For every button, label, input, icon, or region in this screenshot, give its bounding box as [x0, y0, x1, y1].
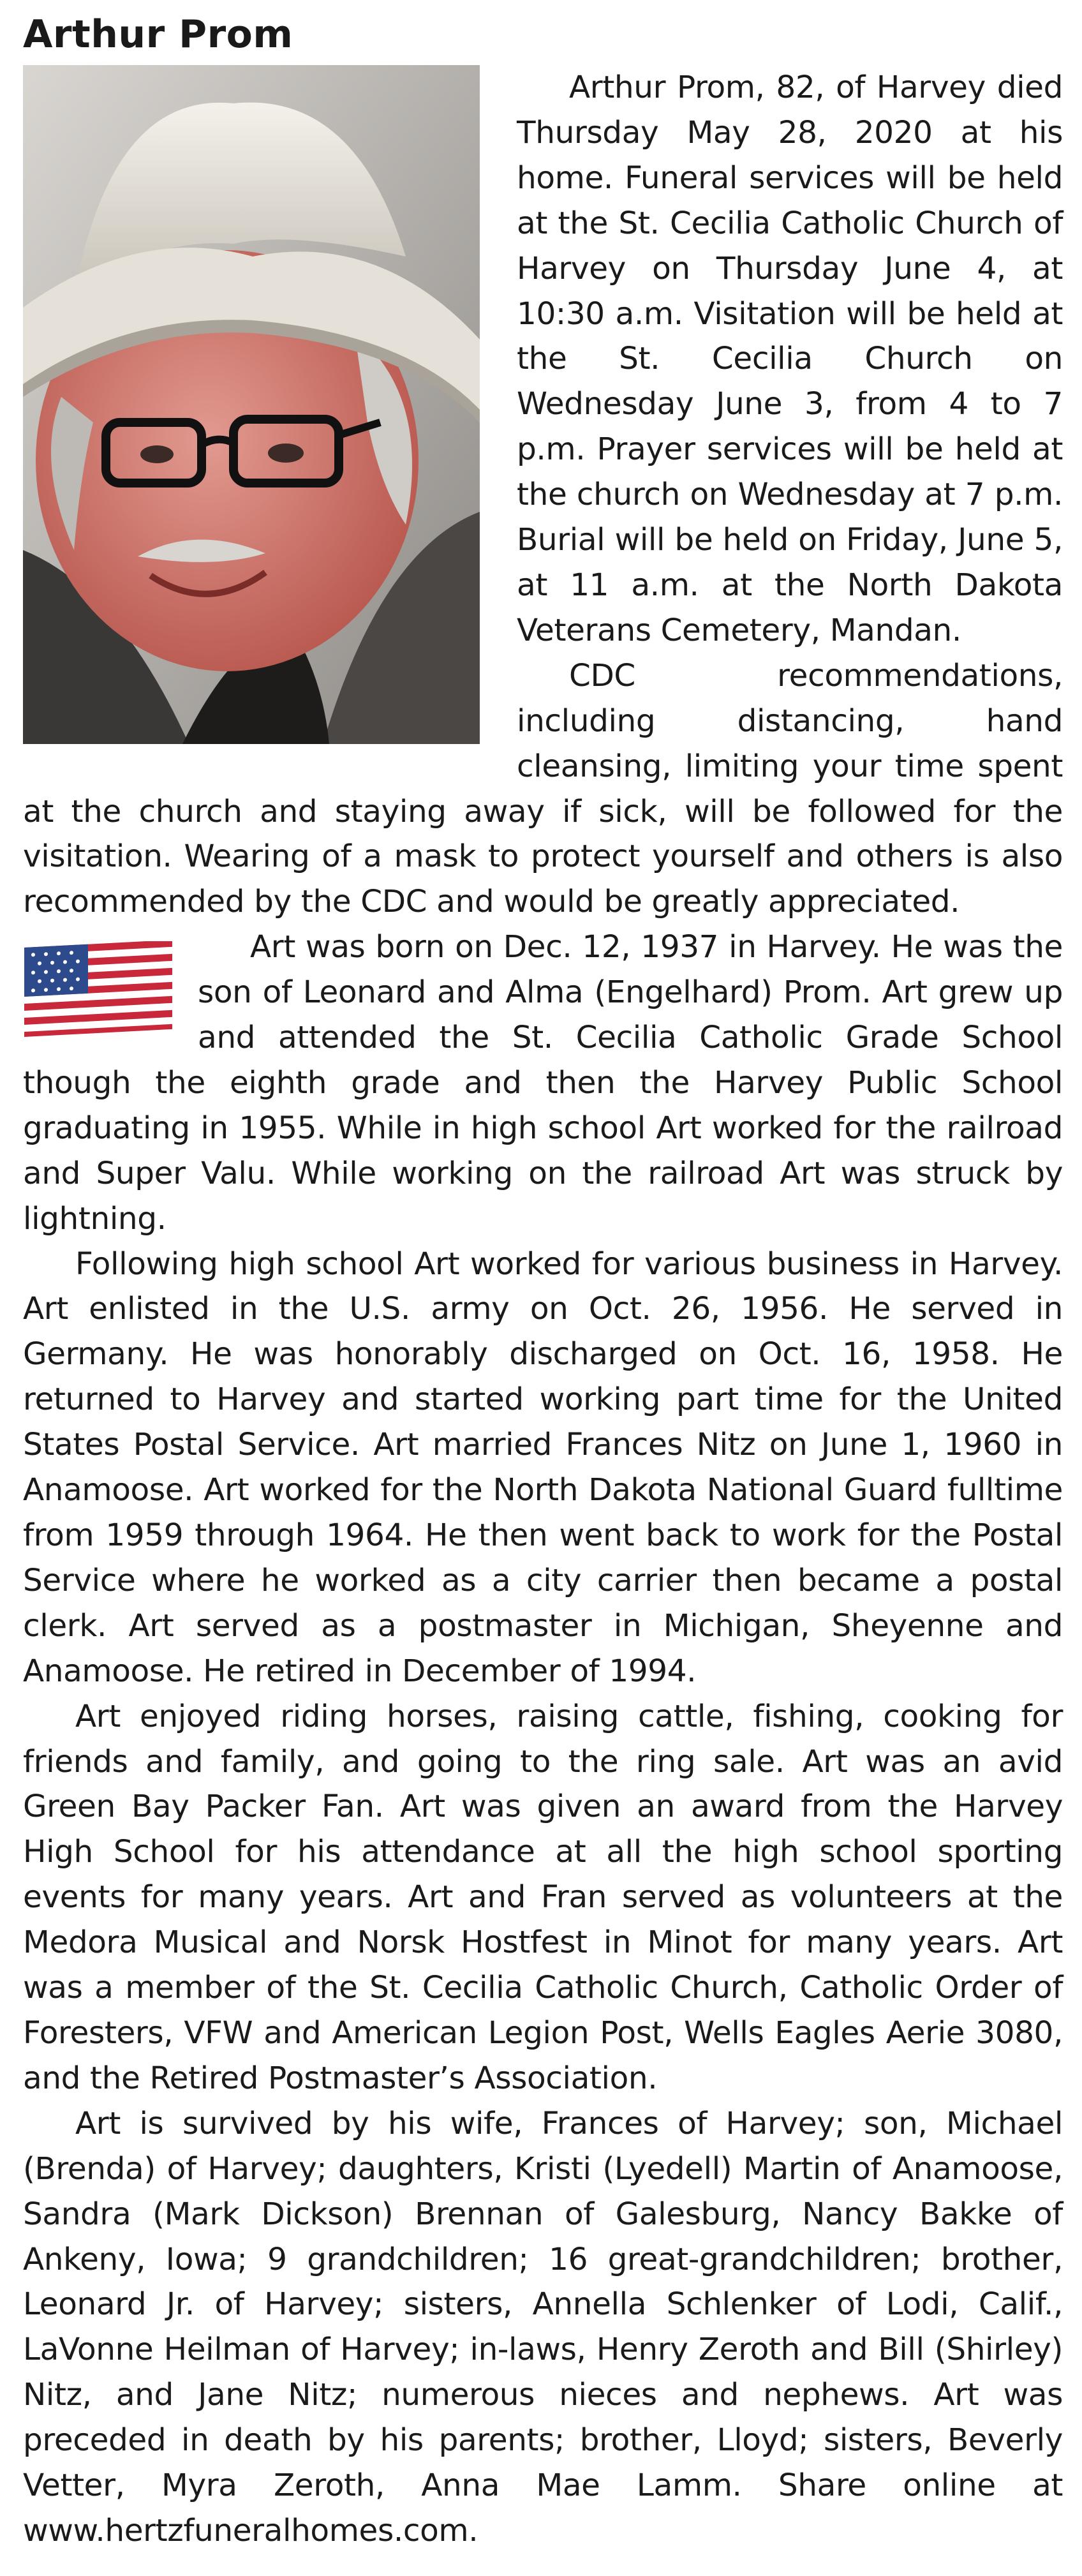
obituary-paragraph: Art is survived by his wife, Frances of Harvey; son, Michael (Brenda) of Harvey; daughters, Kristi (Lyedell) Martin of Anamoose, Sandra (Mark Dickson) Brennan of Galesburg, Nancy Bakke of Ankeny, Iowa; 9 grandchildren; 16 great-grandchildren; brother, Leonard Jr. of Harvey; sisters, Annella Schlenker of Lodi, Calif., LaVonne Heilman of Harvey; in-laws, Henry Zeroth and Bill (Shirley) Nitz, and Jane Nitz; numerous nieces and nephews. Art was preceded in death by his parents; brother, Lloyd; sisters, Beverly Vetter, Myra Zeroth, Anna Mae Lamm. Share online at www.hertzfuneralhomes.com.	[23, 2105, 1063, 2549]
obituary-article	[23, 65, 1063, 2554]
obituary-paragraph: Arthur Prom, 82, of Harvey died Thursday May 28, 2020 at his home. Funeral services will be held at the St. Cecilia Catholic Church of Harvey on Thursday June 4, at 10:30 a.m. Visitation will be held at the St. Cecilia Church on Wednesday June 3, from 4 to 7 p.m. Prayer services will be held at the church on Wednesday at 7 p.m. Burial will be held on Friday, June 5, at 11 a.m. at the North Dakota Veterans Cemetery, Mandan.	[517, 70, 1063, 648]
obituary-paragraph: Art was born on Dec. 12, 1937 in Harvey. He was the son of Leonard and Alma (Engelhard) Prom. Art grew up and attended the St. Cecilia Catholic Grade School though the eighth grade and then the Harvey Public School graduating in 1955. While in high school Art worked for the railroad and Super Valu. While working on the railroad Art was struck by lightning.	[23, 929, 1063, 1237]
obituary-page	[23, 9, 1063, 2554]
obituary-paragraph: Following high school Art worked for various business in Harvey. Art enlisted in the U.S. army on Oct. 26, 1956. He served in Germany. He was honorably discharged on Oct. 16, 1958. He returned to Harvey and started working part time for the United States Postal Service. Art married Frances Nitz on June 1, 1960 in Anamoose. Art worked for the North Dakota National Guard fulltime from 1959 through 1964. He then went back to work for the Postal Service where he worked as a city carrier then became a postal clerk. Art served as a postmaster in Michigan, Sheyenne and Anamoose. He retired in December of 1994.	[23, 1246, 1063, 1689]
obituary-title: Arthur Prom	[23, 12, 293, 57]
us-flag-icon	[24, 941, 172, 1038]
obituary-paragraph: Art enjoyed riding horses, raising cattle, fishing, cooking for friends and family, and going to the ring sale. Art was an avid Green Bay Packer Fan. Art was given an award from the Harvey High School for his attendance at all the high school sporting events for many years. Art and Fran served as volunteers at the Medora Musical and Norsk Hostfest in Minot for many years. Art was a member of the St. Cecilia Catholic Church, Catholic Order of Foresters, VFW and American Legion Post, Wells Eagles Aerie 3080, and the Retired Postmaster’s Association.	[23, 1698, 1063, 2096]
portrait-photo	[23, 65, 480, 744]
obituary-paragraph: CDC recommendations, including distancing, hand cleansing, limiting your time spent at the church and staying away if sick, will be followed for the visitation. Wearing of a mask to protect yourself and others is also recommended by the CDC and would be greatly appreciated.	[23, 657, 1063, 920]
